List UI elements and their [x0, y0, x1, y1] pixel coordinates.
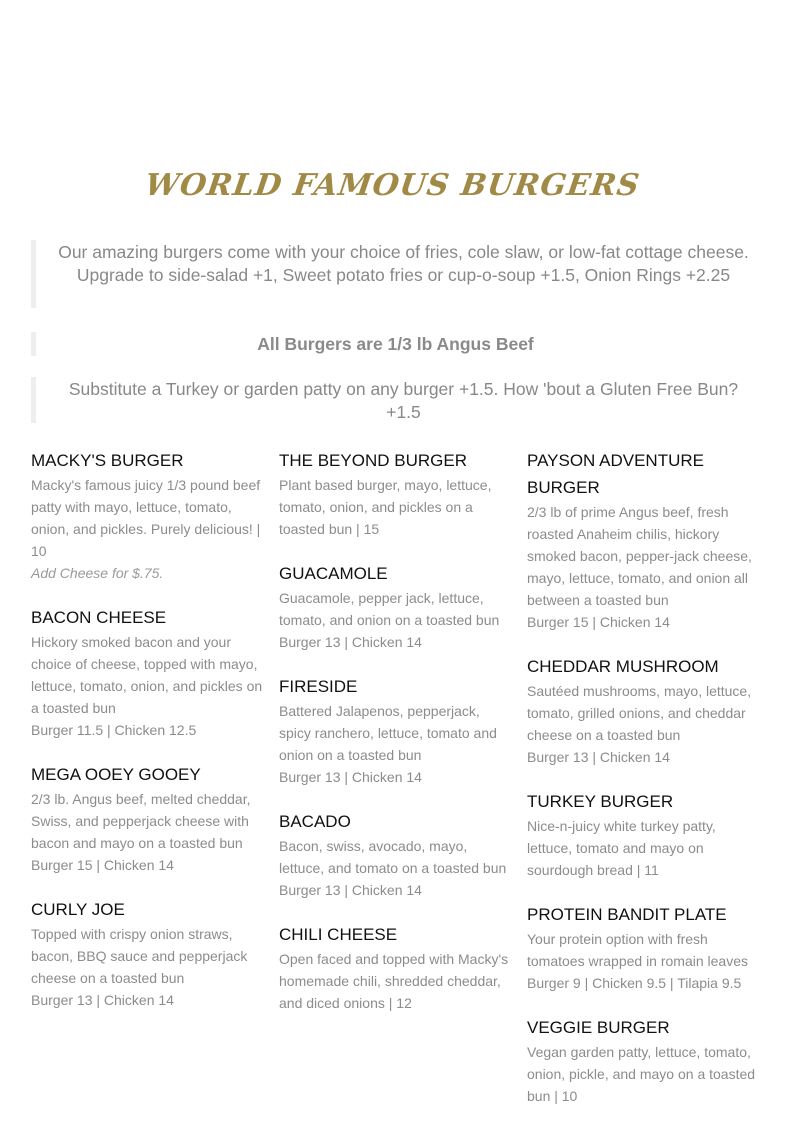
menu-item-description: Topped with crispy onion straws, bacon, BBQ sauce and pepperjack cheese on a toasted bun: [31, 926, 248, 986]
menu-item-price: Burger 15 | Chicken 14: [31, 857, 174, 873]
menu-item-description: Guacamole, pepper jack, lettuce, tomato, and onion on a toasted bun: [279, 590, 500, 628]
menu-item-price: Burger 13 | Chicken 14: [31, 992, 174, 1008]
menu-item-description: Open faced and topped with Macky's homemade chili, shredded cheddar, and diced onions | 12: [279, 951, 509, 1011]
menu-item-name: CHILI CHEESE: [279, 925, 398, 944]
menu-item-name: VEGGIE BURGER: [527, 1018, 670, 1037]
menu-item-description: Bacon, swiss, avocado, mayo, lettuce, and tomato on a toasted bun: [279, 838, 507, 876]
menu-item: [31, 761, 263, 876]
menu-item-name: PROTEIN BANDIT PLATE: [527, 905, 727, 924]
menu-item-price: Burger 13 | Chicken 14: [279, 882, 422, 898]
menu-item-name: THE BEYOND BURGER: [279, 451, 467, 470]
menu-column-3: [527, 447, 759, 1127]
menu-item-description: Your protein option with fresh tomatoes wrapped in romain leaves: [527, 931, 749, 969]
angus-beef-note: All Burgers are 1/3 lb Angus Beef: [31, 332, 755, 356]
menu-item-name: BACON CHEESE: [31, 608, 167, 627]
menu-item-name: MEGA OOEY GOOEY: [31, 765, 201, 784]
menu-item-description: Battered Jalapenos, pepperjack, spicy ranchero, lettuce, tomato and onion on a toasted bun: [279, 703, 497, 763]
menu-item-name: GUACAMOLE: [279, 564, 388, 583]
menu-item-price: Burger 13 | Chicken 14: [527, 749, 670, 765]
menu-item: [527, 901, 759, 994]
menu-item-description: Hickory smoked bacon and your choice of cheese, topped with mayo, lettuce, tomato, onion, and pickles on a toasted bun: [31, 634, 263, 716]
menu-item: [279, 447, 511, 540]
menu-item-description: Sautéed mushrooms, mayo, lettuce, tomato, grilled onions, and cheddar cheese on a toasted bun: [527, 683, 752, 743]
menu-item: [527, 653, 759, 768]
menu-item-name: BACADO: [279, 812, 351, 831]
menu-item-name: CURLY JOE: [31, 900, 125, 919]
substitute-note: Substitute a Turkey or garden patty on any burger +1.5. How 'bout a Gluten Free Bun? +1.5: [31, 377, 755, 423]
menu-item: [527, 447, 759, 633]
menu-item-description: Nice-n-juicy white turkey patty, lettuce, tomato and mayo on sourdough bread | 11: [527, 818, 716, 878]
menu-item-description: Vegan garden patty, lettuce, tomato, onion, pickle, and mayo on a toasted bun | 10: [527, 1044, 756, 1104]
menu-item-name: TURKEY BURGER: [527, 792, 674, 811]
menu-item-description: 2/3 lb of prime Angus beef, fresh roasted Anaheim chilis, hickory smoked bacon, pepper-jack cheese, mayo, lettuce, tomato, and onion all between a toasted bun: [527, 504, 752, 608]
menu-item-description: Macky's famous juicy 1/3 pound beef patty with mayo, lettuce, tomato, onion, and pickles. Purely delicious! | 10: [31, 477, 261, 559]
menu-item-price: Burger 11.5 | Chicken 12.5: [31, 722, 197, 738]
menu-item: [31, 896, 263, 1011]
menu-item: [279, 921, 511, 1014]
menu-item-price: Burger 9 | Chicken 9.5 | Tilapia 9.5: [527, 975, 742, 991]
menu-item-name: MACKY'S BURGER: [31, 451, 184, 470]
menu-item: [279, 808, 511, 901]
page-title: WORLD FAMOUS BURGERS: [142, 168, 643, 203]
menu-item: [279, 673, 511, 788]
sides-note: Our amazing burgers come with your choice of fries, cole slaw, or low-fat cottage cheese. Upgrade to side-salad +1, Sweet potato fries or cup-o-soup +1.5, Onion Rings +2.25: [31, 240, 755, 308]
menu-item-name: CHEDDAR MUSHROOM: [527, 657, 719, 676]
menu-item: [527, 788, 759, 881]
menu-item-name: FIRESIDE: [279, 677, 358, 696]
menu-item-description: Plant based burger, mayo, lettuce, tomato, onion, and pickles on a toasted bun | 15: [279, 477, 492, 537]
menu-item: [31, 604, 263, 741]
menu-item: [31, 447, 263, 584]
menu-item-price: Burger 13 | Chicken 14: [279, 769, 422, 785]
menu-item-description: 2/3 lb. Angus beef, melted cheddar, Swiss, and pepperjack cheese with bacon and mayo on a toasted bun: [31, 791, 251, 851]
menu-column-1: [31, 447, 263, 1031]
menu-column-2: [279, 447, 511, 1034]
menu-item-price: Burger 13 | Chicken 14: [279, 634, 422, 650]
menu-item: [527, 1014, 759, 1107]
menu-item-name: PAYSON ADVENTURE BURGER: [527, 451, 704, 497]
menu-item-addon-note: Add Cheese for $.75.: [31, 565, 164, 581]
menu-item-price: Burger 15 | Chicken 14: [527, 614, 670, 630]
menu-item: [279, 560, 511, 653]
